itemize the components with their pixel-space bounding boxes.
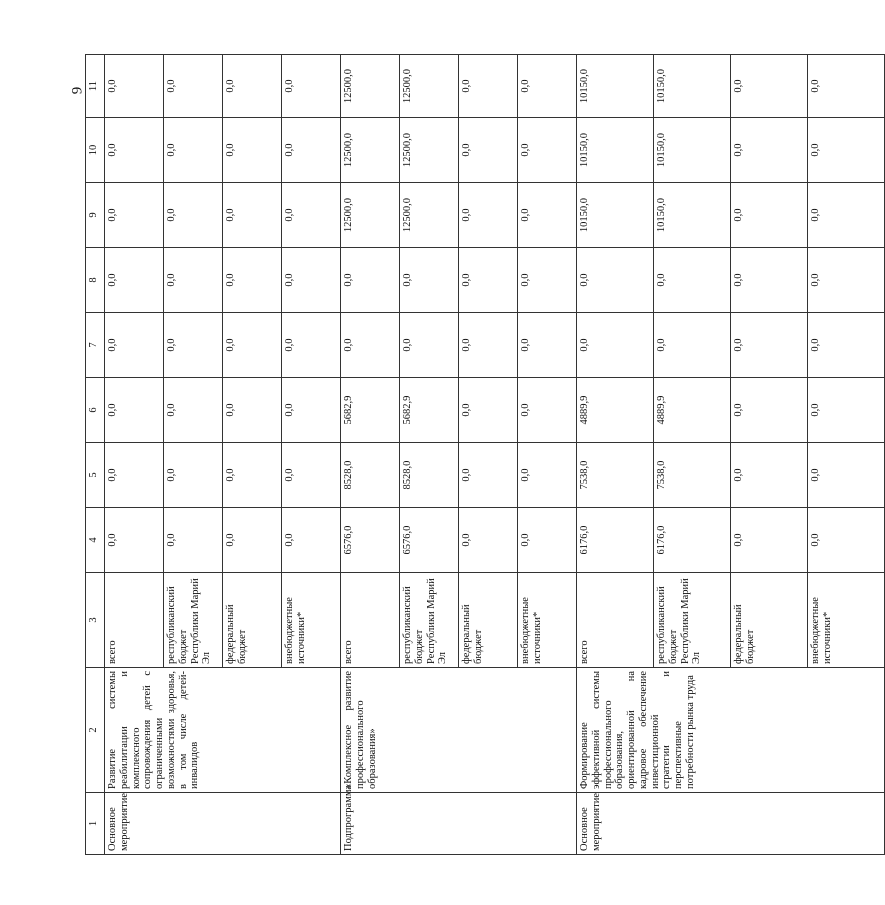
header-cell: 8 xyxy=(86,248,105,313)
value-cell: 0,0 xyxy=(164,183,223,248)
value-cell: 7538,0 xyxy=(577,443,654,508)
table-row xyxy=(105,55,164,855)
value-cell: 12500,0 xyxy=(341,55,400,118)
value-cell: 0,0 xyxy=(518,313,577,378)
value-cell: 0,0 xyxy=(400,248,459,313)
value-cell: 0,0 xyxy=(518,508,577,573)
table-row xyxy=(341,55,400,855)
value-cell: 0,0 xyxy=(808,508,885,573)
header-cell: 7 xyxy=(86,313,105,378)
header-cell: 6 xyxy=(86,378,105,443)
value-cell: 0,0 xyxy=(518,55,577,118)
value-cell: 0,0 xyxy=(105,443,164,508)
funding-source: всего xyxy=(105,573,164,668)
value-cell: 5682,9 xyxy=(400,378,459,443)
funding-source: всего xyxy=(577,573,654,668)
value-cell: 0,0 xyxy=(731,118,808,183)
value-cell: 0,0 xyxy=(731,55,808,118)
value-cell: 0,0 xyxy=(731,443,808,508)
header-cell: 11 xyxy=(86,55,105,118)
value-cell: 10150,0 xyxy=(577,183,654,248)
value-cell: 10150,0 xyxy=(577,118,654,183)
funding-source: республиканский бюджет Республики Марий Эл xyxy=(654,573,731,668)
activity-type: Основное мероприятие xyxy=(105,793,341,855)
value-cell: 0,0 xyxy=(577,248,654,313)
value-cell: 6576,0 xyxy=(341,508,400,573)
value-cell: 0,0 xyxy=(518,378,577,443)
value-cell: 0,0 xyxy=(164,248,223,313)
rotated-table-container xyxy=(85,55,833,855)
value-cell: 0,0 xyxy=(808,443,885,508)
funding-source: всего xyxy=(341,573,400,668)
value-cell: 0,0 xyxy=(459,508,518,573)
value-cell: 0,0 xyxy=(731,313,808,378)
value-cell: 0,0 xyxy=(731,378,808,443)
value-cell: 0,0 xyxy=(282,378,341,443)
value-cell: 0,0 xyxy=(223,378,282,443)
value-cell: 0,0 xyxy=(282,118,341,183)
activity-description: Развитие системы реабилитации и комплексного сопровождения детей с ограниченными возможностями здоровья, в том числе детей-инвалидов xyxy=(105,668,341,793)
value-cell: 0,0 xyxy=(105,248,164,313)
value-cell: 0,0 xyxy=(518,118,577,183)
header-cell: 2 xyxy=(86,668,105,793)
value-cell: 6176,0 xyxy=(654,508,731,573)
header-row xyxy=(86,55,105,855)
value-cell: 0,0 xyxy=(518,248,577,313)
value-cell: 0,0 xyxy=(164,55,223,118)
activity-type: Подпрограмма xyxy=(341,793,577,855)
value-cell: 12500,0 xyxy=(341,118,400,183)
value-cell: 0,0 xyxy=(654,248,731,313)
header-cell: 9 xyxy=(86,183,105,248)
value-cell: 12500,0 xyxy=(400,118,459,183)
value-cell: 4889,9 xyxy=(577,378,654,443)
value-cell: 0,0 xyxy=(223,313,282,378)
value-cell: 12500,0 xyxy=(400,183,459,248)
value-cell: 0,0 xyxy=(654,313,731,378)
value-cell: 0,0 xyxy=(518,183,577,248)
funding-source: федеральный бюджет xyxy=(459,573,518,668)
page-number: 9 xyxy=(69,86,86,95)
funding-source: республиканский бюджет Республики Марий Эл xyxy=(400,573,459,668)
value-cell: 0,0 xyxy=(164,508,223,573)
value-cell: 7538,0 xyxy=(654,443,731,508)
value-cell: 0,0 xyxy=(459,118,518,183)
value-cell: 0,0 xyxy=(105,118,164,183)
value-cell: 4889,9 xyxy=(654,378,731,443)
value-cell: 10150,0 xyxy=(654,55,731,118)
value-cell: 0,0 xyxy=(341,313,400,378)
header-cell: 1 xyxy=(86,793,105,855)
value-cell: 0,0 xyxy=(577,313,654,378)
value-cell: 10150,0 xyxy=(654,183,731,248)
funding-source: внебюджетные источники* xyxy=(282,573,341,668)
value-cell: 0,0 xyxy=(105,313,164,378)
header-cell: 4 xyxy=(86,508,105,573)
value-cell: 0,0 xyxy=(105,508,164,573)
value-cell: 0,0 xyxy=(808,313,885,378)
funding-source: внебюджетные источники* xyxy=(518,573,577,668)
funding-source: федеральный бюджет xyxy=(223,573,282,668)
value-cell: 6576,0 xyxy=(400,508,459,573)
header-cell: 5 xyxy=(86,443,105,508)
funding-source: федеральный бюджет xyxy=(731,573,808,668)
value-cell: 0,0 xyxy=(164,378,223,443)
value-cell: 0,0 xyxy=(808,183,885,248)
value-cell: 0,0 xyxy=(282,443,341,508)
value-cell: 12500,0 xyxy=(341,183,400,248)
value-cell: 6176,0 xyxy=(577,508,654,573)
value-cell: 0,0 xyxy=(459,378,518,443)
value-cell: 10150,0 xyxy=(577,55,654,118)
funding-source: внебюджетные источники* xyxy=(808,573,885,668)
value-cell: 0,0 xyxy=(808,118,885,183)
value-cell: 8528,0 xyxy=(400,443,459,508)
value-cell: 0,0 xyxy=(282,248,341,313)
value-cell: 0,0 xyxy=(282,508,341,573)
value-cell: 0,0 xyxy=(282,183,341,248)
value-cell: 0,0 xyxy=(808,248,885,313)
value-cell: 5682,9 xyxy=(341,378,400,443)
value-cell: 0,0 xyxy=(164,443,223,508)
value-cell: 0,0 xyxy=(400,313,459,378)
budget-table xyxy=(85,54,885,855)
value-cell: 0,0 xyxy=(808,55,885,118)
value-cell: 8528,0 xyxy=(341,443,400,508)
table-row xyxy=(577,55,654,855)
value-cell: 0,0 xyxy=(105,378,164,443)
value-cell: 0,0 xyxy=(459,248,518,313)
value-cell: 0,0 xyxy=(223,443,282,508)
value-cell: 0,0 xyxy=(731,248,808,313)
activity-description: «Комплексное развитие профессионального образования» xyxy=(341,668,577,793)
value-cell: 0,0 xyxy=(459,443,518,508)
value-cell: 0,0 xyxy=(731,508,808,573)
value-cell: 0,0 xyxy=(282,55,341,118)
value-cell: 12500,0 xyxy=(400,55,459,118)
value-cell: 0,0 xyxy=(459,313,518,378)
value-cell: 0,0 xyxy=(223,508,282,573)
value-cell: 0,0 xyxy=(223,183,282,248)
value-cell: 0,0 xyxy=(459,55,518,118)
header-cell: 3 xyxy=(86,573,105,668)
value-cell: 0,0 xyxy=(223,118,282,183)
value-cell: 0,0 xyxy=(164,313,223,378)
value-cell: 0,0 xyxy=(164,118,223,183)
value-cell: 0,0 xyxy=(282,313,341,378)
value-cell: 0,0 xyxy=(518,443,577,508)
activity-type: Основное мероприятие xyxy=(577,793,885,855)
funding-source: республиканский бюджет Республики Марий Эл xyxy=(164,573,223,668)
value-cell: 0,0 xyxy=(105,183,164,248)
value-cell: 0,0 xyxy=(459,183,518,248)
value-cell: 0,0 xyxy=(223,55,282,118)
value-cell: 0,0 xyxy=(223,248,282,313)
value-cell: 0,0 xyxy=(105,55,164,118)
activity-description: Формирование эффективной системы профессионального образования, ориентированной на кадровое обеспечение инвестиционной стратегии и перспективные потребности рынка труда xyxy=(577,668,885,793)
value-cell: 10150,0 xyxy=(654,118,731,183)
header-cell: 10 xyxy=(86,118,105,183)
value-cell: 0,0 xyxy=(731,183,808,248)
value-cell: 0,0 xyxy=(808,378,885,443)
value-cell: 0,0 xyxy=(341,248,400,313)
